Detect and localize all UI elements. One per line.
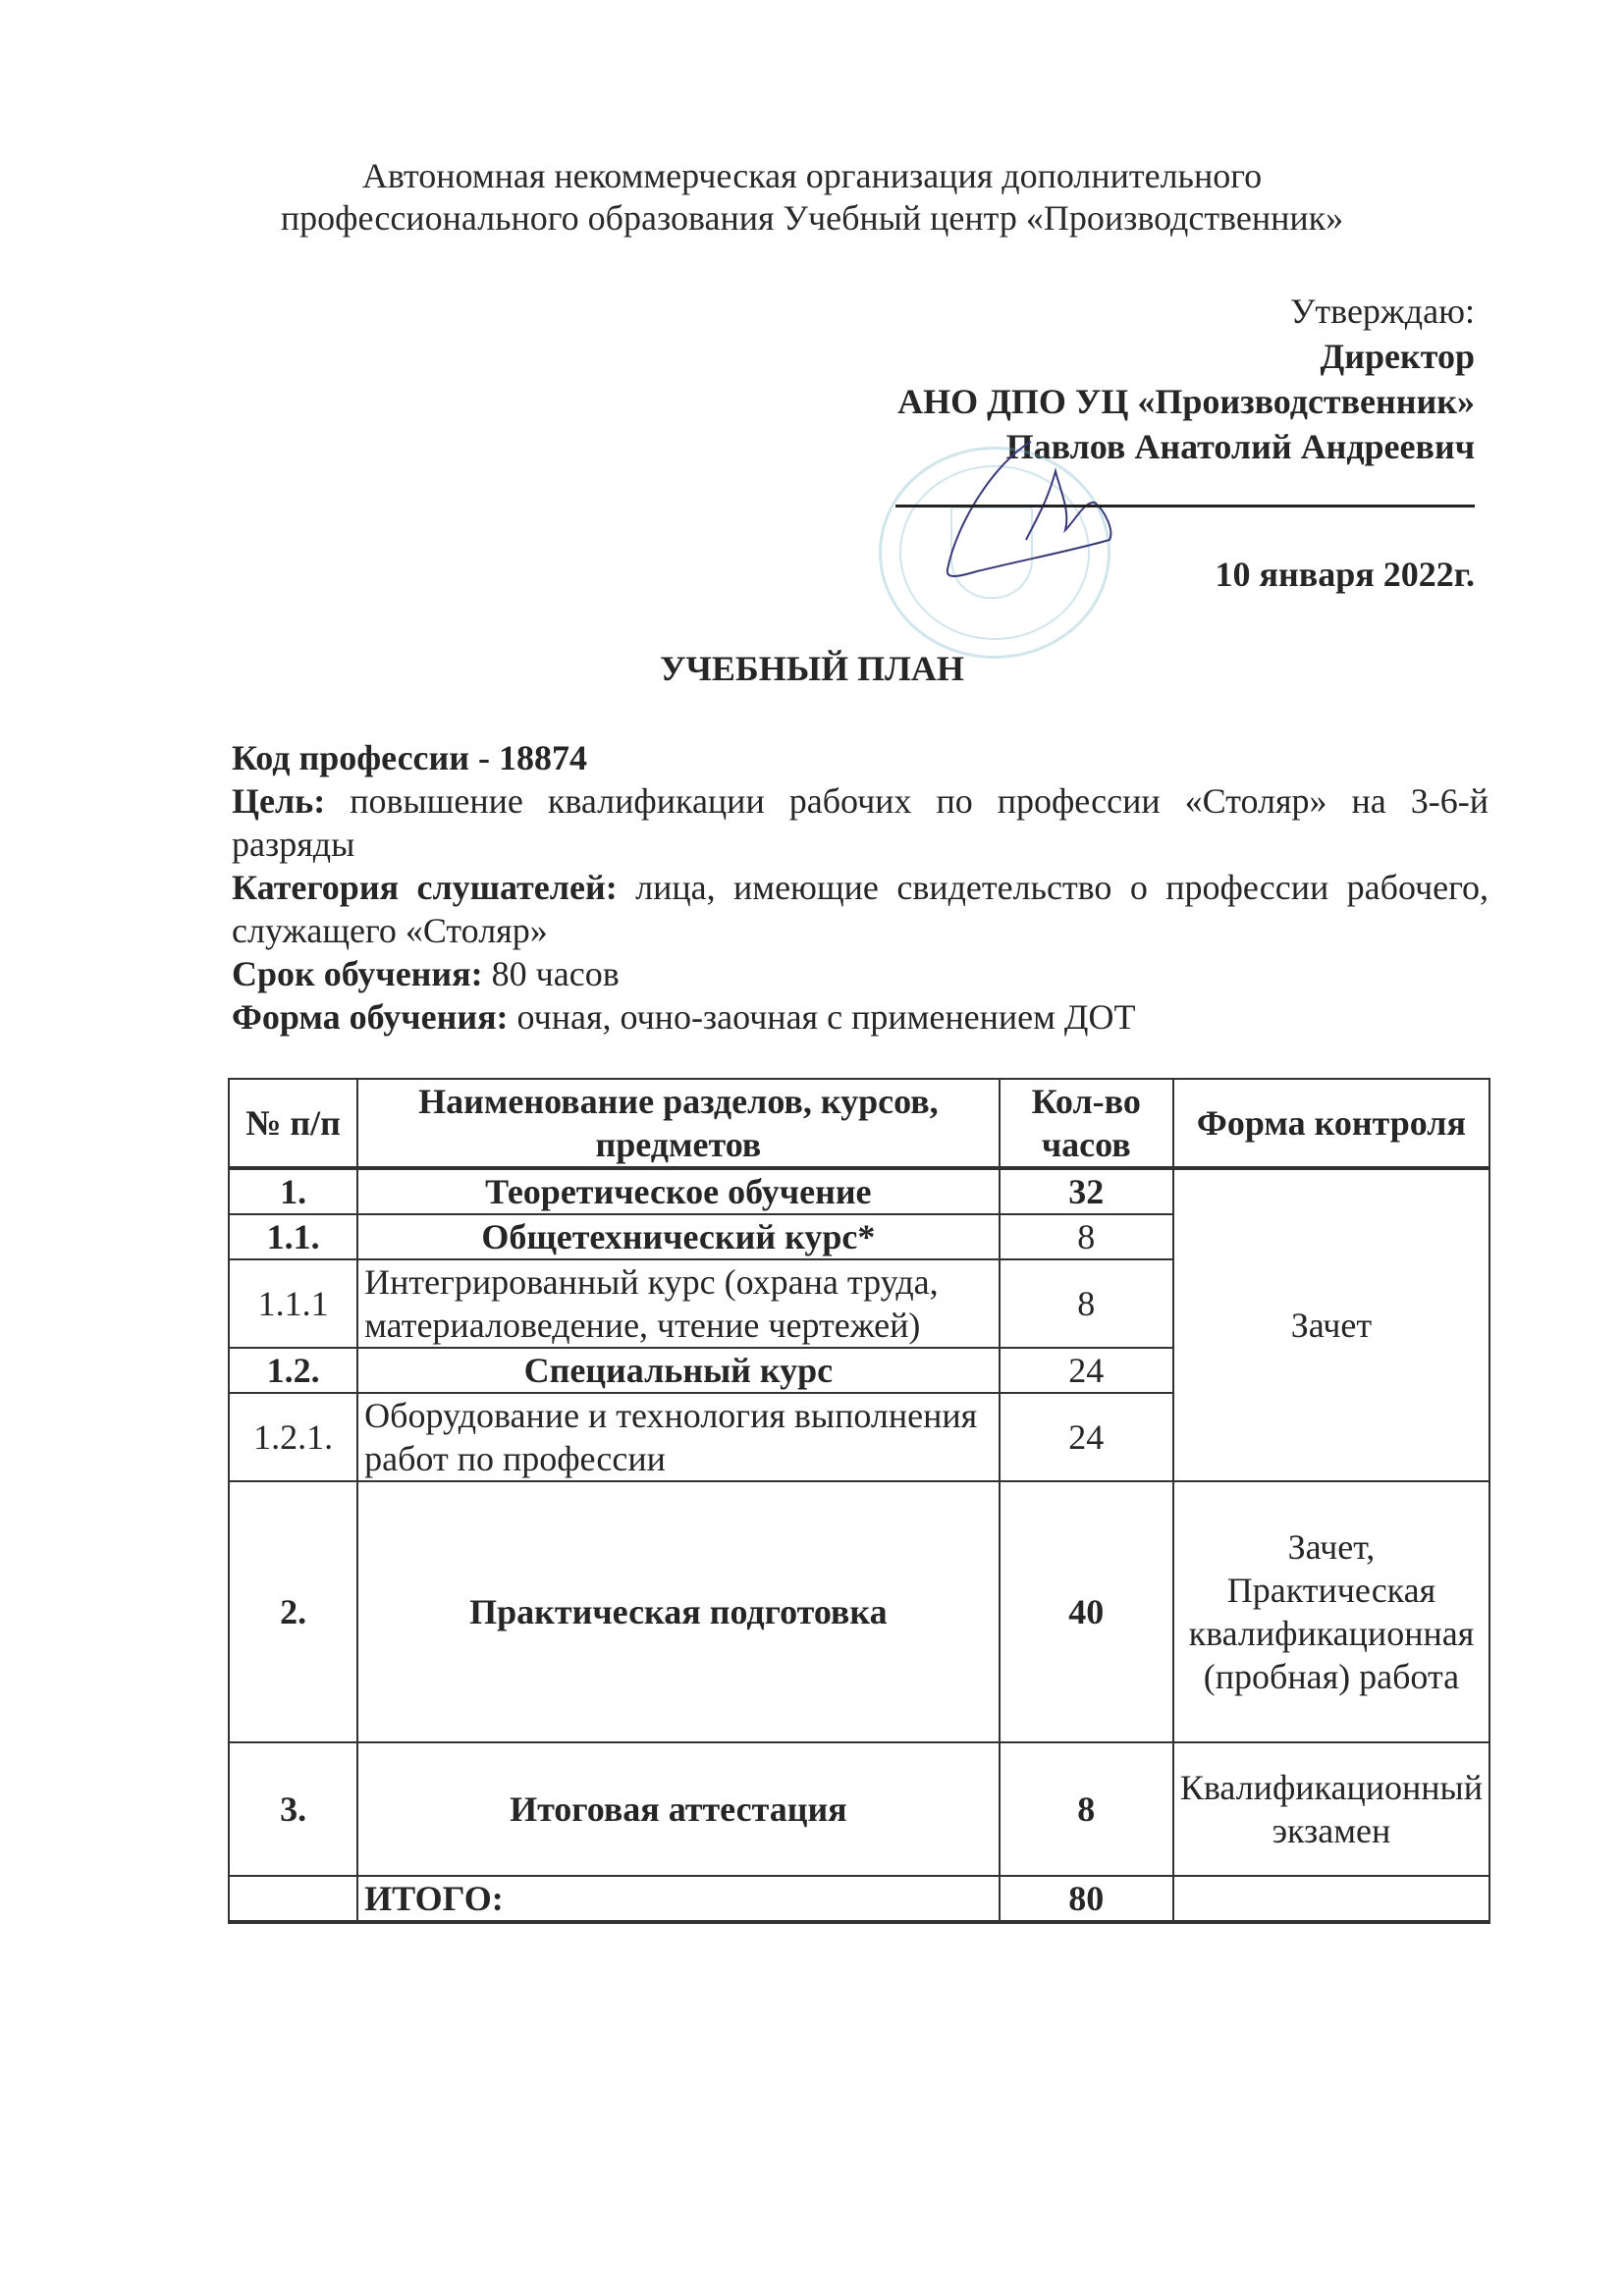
form-line [232,995,1489,1039]
approval-label: Утверждаю: [1289,292,1475,331]
header-number: № п/п [229,1079,357,1168]
row-hours: 40 [1000,1481,1173,1742]
total-label: ИТОГО: [357,1876,999,1922]
curriculum-table [228,1078,1490,1924]
goal-label: Цель: [232,781,326,821]
approval-name: Павлов Анатолий Андреевич [1005,427,1475,466]
header-name: Наименование разделов, курсов, предметов [357,1079,999,1168]
goal-value: повышение квалификации рабочих по профессии «Столяр» на 3-6-й разряды [232,781,1489,864]
row-hours: 8 [1000,1742,1173,1876]
total-control [1173,1876,1489,1922]
category-label: Категория слушателей: [232,868,618,907]
table-total-row [229,1876,1489,1922]
row-name: Оборудование и технология выполнения работ по профессии [357,1393,999,1481]
row-number: 2. [229,1481,357,1742]
row-control-merged: Зачет [1173,1168,1489,1481]
table-header-row [229,1079,1489,1168]
duration-line [232,952,1489,995]
total-hours: 80 [1000,1876,1173,1922]
row-hours: 24 [1000,1348,1173,1393]
header-control: Форма контроля [1173,1079,1489,1168]
approval-organization: АНО ДПО УЦ «Производственник» [897,382,1475,421]
profession-code: Код профессии - 18874 [232,738,588,777]
approval-position: Директор [1320,337,1475,376]
table-row [229,1481,1489,1742]
table-row [229,1168,1489,1214]
category-value: лица, имеющие свидетельство о профессии рабочего, служащего «Столяр» [232,868,1489,950]
row-name: Общетехнический курс* [357,1214,999,1259]
row-name: Практическая подготовка [357,1481,999,1742]
signature-line [895,505,1475,507]
approval-block [897,289,1475,469]
row-hours: 8 [1000,1259,1173,1348]
row-number: 1.1.1 [229,1259,357,1348]
row-hours: 32 [1000,1168,1173,1214]
header-hours: Кол-во часов [1000,1079,1173,1168]
organization-line-1: Автономная некоммерческая организация дополнительного [361,156,1263,195]
row-hours: 24 [1000,1393,1173,1481]
plan-meta [232,736,1489,1039]
duration-label: Срок обучения: [232,954,483,993]
row-name: Специальный курс [357,1348,999,1393]
row-number: 1.2. [229,1348,357,1393]
duration-value: 80 часов [491,954,620,993]
row-control: Зачет, Практическая квалификационная (пробная) работа [1173,1481,1489,1742]
row-hours: 8 [1000,1214,1173,1259]
category-line [232,866,1489,952]
row-name: Итоговая аттестация [357,1742,999,1876]
row-name: Интегрированный курс (охрана труда, материаловедение, чтение чертежей) [357,1259,999,1348]
table-row [229,1742,1489,1876]
goal-line [232,779,1489,866]
row-number: 3. [229,1742,357,1876]
row-control: Квалификационный экзамен [1173,1742,1489,1876]
row-number: 1.1. [229,1214,357,1259]
row-number: 1. [229,1168,357,1214]
organization-header [0,155,1624,240]
form-value: очная, очно-заочная с применением ДОТ [516,997,1136,1037]
organization-line-2: профессионального образования Учебный центр «Производственник» [280,198,1344,238]
document-title: УЧЕБНЫЙ ПЛАН [660,649,964,688]
stamp-seal-icon [879,447,1110,659]
row-number: 1.2.1. [229,1393,357,1481]
approval-date: 10 января 2022г. [1215,555,1475,594]
form-label: Форма обучения: [232,997,509,1037]
total-number [229,1876,357,1922]
row-name: Теоретическое обучение [357,1168,999,1214]
